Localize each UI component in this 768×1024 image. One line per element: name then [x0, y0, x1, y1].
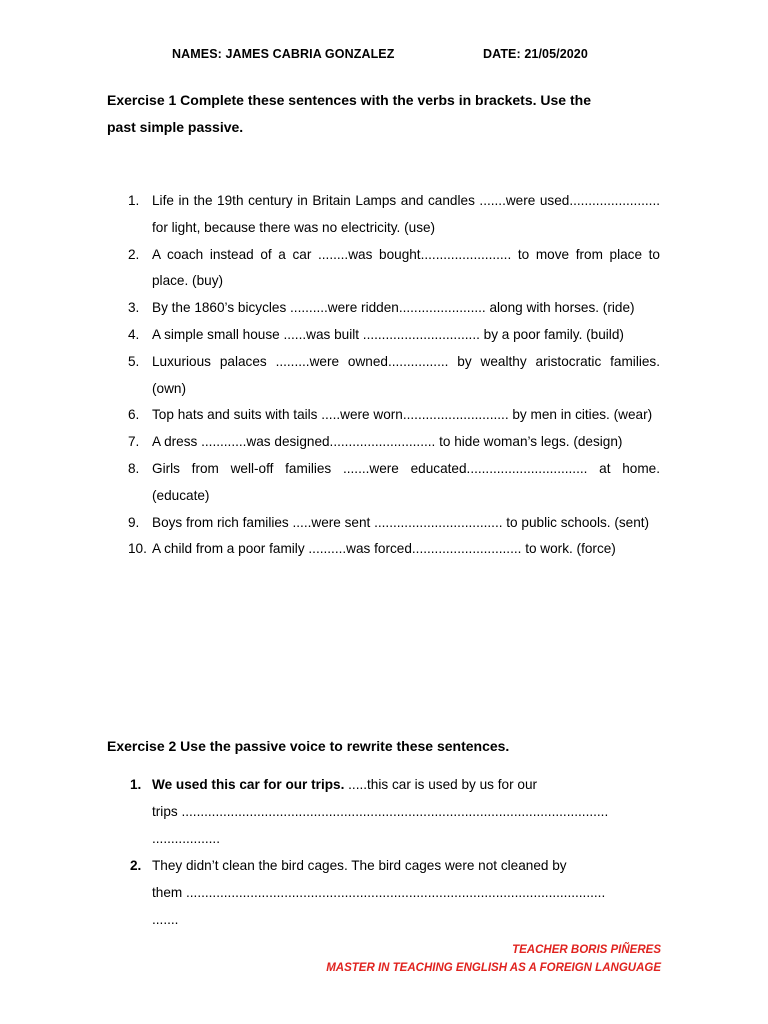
item-number: 6. — [128, 407, 140, 423]
list-item — [110, 536, 660, 563]
item-text: Life in the 19th century in Britain Lamps and candles .......were used........................ for light, because there was no electricity. (use) — [152, 193, 660, 235]
answer-line-3: ....... — [152, 912, 179, 927]
exercise1-list — [110, 188, 660, 563]
item-answer: .....this car is used by us for our — [344, 777, 538, 792]
list-item — [110, 771, 660, 852]
list-item — [110, 242, 660, 296]
item-number: 3. — [128, 300, 140, 316]
exercise1-title-line2: past simple passive. — [107, 119, 244, 135]
item-number: 2. — [128, 246, 140, 262]
answer-line-1 — [152, 771, 660, 798]
item-text: Girls from well-off families .......were educated................................ at home. (educate) — [152, 460, 660, 503]
list-item — [110, 402, 660, 429]
item-prompt: We used this car for our trips. — [152, 777, 345, 792]
list-item — [110, 349, 660, 403]
item-text: Luxurious palaces .........were owned................ by wealthy aristocratic families. (own) — [152, 353, 660, 396]
item-text: A dress ............was designed............................ to hide woman’s legs. (design) — [152, 434, 623, 450]
answer-line-2: them ............................................................................................................... — [152, 885, 606, 900]
item-number: 7. — [128, 434, 140, 450]
exercise2-title: Exercise 2 Use the passive voice to rewrite these sentences. — [107, 738, 510, 754]
exercise1-title-line1: Exercise 1 Complete these sentences with the verbs in brackets. Use the — [107, 92, 591, 108]
item-text: Top hats and suits with tails .....were worn............................ by men in cities. (wear) — [152, 407, 653, 423]
item-text: A child from a poor family ..........was forced............................. to work. (force) — [152, 541, 616, 557]
list-item — [110, 852, 660, 933]
item-number: 5. — [128, 353, 140, 369]
item-number: 8. — [128, 460, 140, 476]
item-number: 1. — [128, 193, 140, 208]
list-item — [110, 188, 660, 242]
list-item — [110, 456, 660, 510]
footer-master: MASTER IN TEACHING ENGLISH AS A FOREIGN LANGUAGE — [326, 962, 661, 974]
item-answer: They didn’t clean the bird cages. The bird cages were not cleaned by — [152, 858, 567, 873]
names-header: NAMES: JAMES CABRIA GONZALEZ — [172, 47, 395, 61]
exercise2-list — [110, 771, 660, 933]
footer-teacher: TEACHER BORIS PIÑERES — [512, 944, 661, 956]
item-text: A simple small house ......was built ............................... by a poor family. (build) — [152, 326, 624, 342]
item-text: By the 1860’s bicycles ..........were ridden....................... along with horses. (ride) — [152, 300, 635, 316]
exercise1-title — [107, 87, 667, 141]
item-number: 2. — [130, 858, 142, 873]
item-number: 1. — [130, 777, 142, 792]
date-header: DATE: 21/05/2020 — [483, 47, 588, 61]
answer-line-3: .................. — [152, 831, 220, 846]
answer-line-1 — [152, 852, 660, 879]
answer-line-2: trips ................................................................................................................. — [152, 804, 609, 819]
item-number: 9. — [128, 514, 140, 530]
item-number: 10. — [128, 541, 147, 557]
list-item — [110, 429, 660, 456]
item-text: Boys from rich families .....were sent .................................. to public schools. (sent) — [152, 514, 650, 530]
list-item — [110, 295, 660, 322]
list-item — [110, 510, 660, 537]
item-number: 4. — [128, 326, 140, 342]
list-item — [110, 322, 660, 349]
item-text: A coach instead of a car ........was bought........................ to move from place to place. (buy) — [152, 246, 660, 289]
